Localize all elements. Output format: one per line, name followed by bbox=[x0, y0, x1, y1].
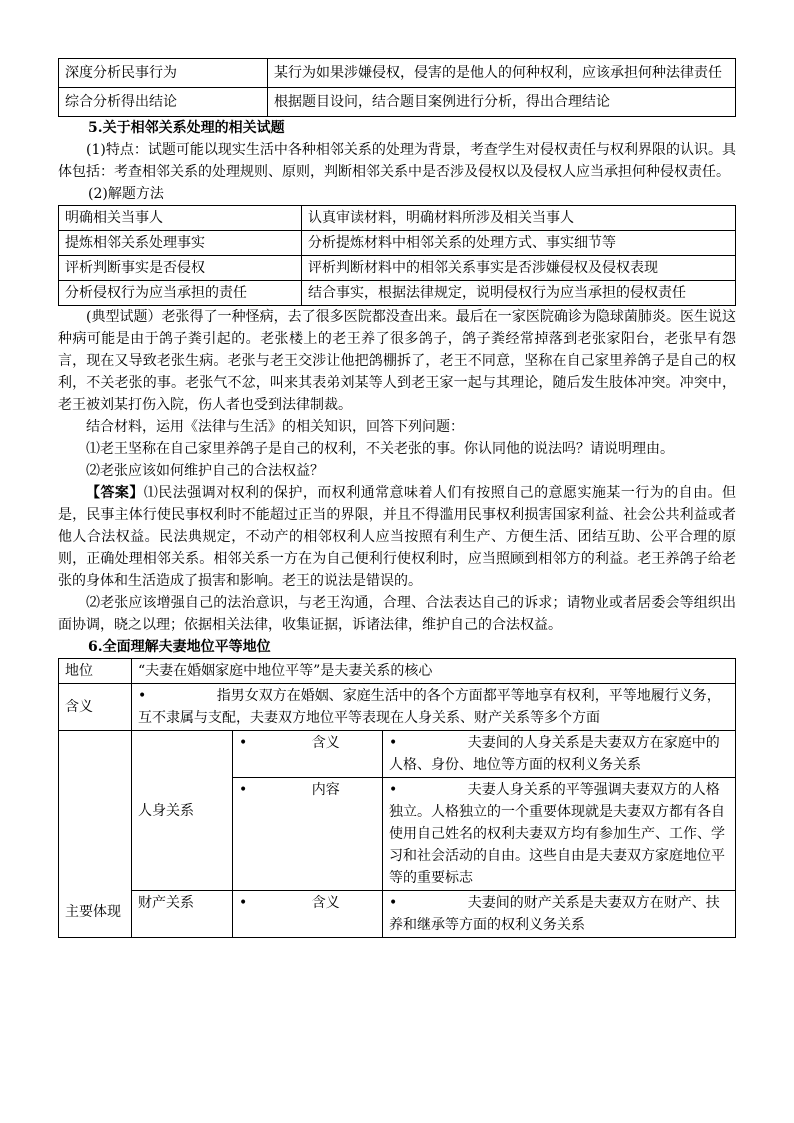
table-cell-label: 评析判断事实是否侵权 bbox=[59, 256, 302, 281]
personal-meaning: 夫妻间的人身关系是夫妻双方在家庭中的人格、身份、地位等方面的权利义务关系 bbox=[389, 735, 720, 773]
table-row bbox=[59, 256, 736, 281]
section-5-method-title: (2)解题方法 bbox=[88, 186, 164, 202]
table-cell-content: 某行为如果涉嫌侵权，侵害的是他人的何种权利，应该承担何种法律责任 bbox=[268, 59, 736, 88]
section-6-title: 6.全面理解夫妻地位平等地位 bbox=[88, 639, 271, 655]
personal-label: 人身关系 bbox=[132, 731, 233, 891]
status-label: 地位 bbox=[59, 659, 132, 684]
bullet-icon: • bbox=[138, 688, 147, 704]
personal-content-cell bbox=[383, 778, 736, 891]
table-cell-content: 认真审读材料，明确材料所涉及相关当事人 bbox=[302, 206, 736, 231]
answer-label: 【答案】 bbox=[86, 485, 144, 501]
table-cell-content: 分析提炼材料中相邻关系的处理方式、事实细节等 bbox=[302, 231, 736, 256]
property-label: 财产关系 bbox=[132, 891, 233, 938]
personal-content-label-cell bbox=[233, 778, 383, 891]
table-row bbox=[59, 731, 736, 778]
property-meaning-label: 含义 bbox=[311, 895, 340, 911]
answer-1 bbox=[58, 482, 736, 592]
table-row bbox=[59, 59, 736, 88]
marriage-table bbox=[58, 658, 736, 938]
table-cell-label: 分析侵权行为应当承担的责任 bbox=[59, 281, 302, 306]
case-instruction: 结合材料，运用《法律与生活》的相关知识，回答下列问题： bbox=[86, 419, 464, 435]
personal-meaning-label-cell bbox=[233, 731, 383, 778]
document-page bbox=[58, 58, 736, 938]
section-5-title: 5.关于相邻关系处理的相关试题 bbox=[88, 120, 285, 136]
table-cell-label: 明确相关当事人 bbox=[59, 206, 302, 231]
bullet-icon: • bbox=[389, 735, 398, 751]
table-row bbox=[59, 659, 736, 684]
table-row bbox=[59, 891, 736, 938]
table-cell-label: 提炼相邻关系处理事实 bbox=[59, 231, 302, 256]
table-cell-content: 结合事实，根据法律规定，说明侵权行为应当承担的侵权责任 bbox=[302, 281, 736, 306]
status-content: “夫妻在婚姻家庭中地位平等”是夫妻关系的核心 bbox=[132, 659, 736, 684]
table-row bbox=[59, 88, 736, 117]
table-cell-content: 评析判断材料中的相邻关系事实是否涉嫌侵权及侵权表现 bbox=[302, 256, 736, 281]
question-1: ⑴老王坚称在自己家里养鸽子是自己的权利，不关老张的事。你认同他的说法吗？请说明理由。 bbox=[86, 441, 674, 457]
bullet-icon: • bbox=[239, 735, 248, 751]
bullet-icon: • bbox=[389, 895, 398, 911]
property-meaning: 夫妻间的财产关系是夫妻双方在财产、扶养和继承等方面的权利义务关系 bbox=[389, 895, 720, 933]
table-cell-label: 深度分析民事行为 bbox=[59, 59, 268, 88]
table-row bbox=[59, 684, 736, 731]
table-row bbox=[59, 206, 736, 231]
answer-2: ⑵老张应该增强自己的法治意识，与老王沟通，合理、合法表达自己的诉求；请物业或者居委会等组织出面协调，晓之以理；依据相关法律，收集证据，诉诸法律，维护自己的合法权益。 bbox=[58, 595, 736, 633]
method-table bbox=[58, 205, 736, 306]
personal-content-label: 内容 bbox=[311, 782, 340, 798]
personal-meaning-cell bbox=[383, 731, 736, 778]
section-5-feature: (1)特点：试题可能以现实生活中各种相邻关系的处理为背景，考查学生对侵权责任与权利界限的认识。具体包括：考查相邻关系的处理规则、原则，判断相邻关系中是否涉及侵权以及侵权人应当承担何种侵权责任。 bbox=[58, 142, 736, 180]
question-2: ⑵老张应该如何维护自己的合法权益？ bbox=[86, 463, 324, 479]
bullet-icon: • bbox=[239, 782, 248, 798]
table-row bbox=[59, 281, 736, 306]
table-cell-label: 综合分析得出结论 bbox=[59, 88, 268, 117]
table-cell-content: 根据题目设问，结合题目案例进行分析，得出合理结论 bbox=[268, 88, 736, 117]
case-text: (典型试题）老张得了一种怪病，去了很多医院都没查出来。最后在一家医院确诊为隐球菌肺炎。医生说这种病可能是由于鸽子粪引起的。老张楼上的老王养了很多鸽子，鸽子粪经常掉落到老张家阳台，老张早有怨言，现在又导致老张生病。老张与老王交涉让他把鸽棚拆了，老王不同意，坚称在自己家里养鸽子是自己的权利，不关老张的事。老张气不忿，叫来其表弟刘某等人到老王家一起与其理论，随后发生肢体冲突。冲突中，老王被刘某打伤入院，伤人者也受到法律制裁。 bbox=[58, 309, 736, 413]
property-meaning-label-cell bbox=[233, 891, 383, 938]
meaning-cell bbox=[132, 684, 736, 731]
bullet-icon: • bbox=[239, 895, 248, 911]
table-row bbox=[59, 231, 736, 256]
meaning-label: 含义 bbox=[59, 684, 132, 731]
answer-1-text: ⑴民法强调对权利的保护，而权利通常意味着人们有按照自己的意愿实施某一行为的自由。但是，民事主体行使民事权利时不能超过正当的界限，并且不得滥用民事权利损害国家利益、社会公共利益或者他人合法权益。民法典规定，不动产的相邻权利人应当按照有利生产、方便生活、团结互助、公平合理的原则，正确处理相邻关系。相邻关系一方在为自己便利行使权利时，应当照顾到相邻方的利益。老王养鸽子给老张的身体和生活造成了损害和影响。老王的说法是错误的。 bbox=[58, 485, 737, 589]
main-label: 主要体现 bbox=[59, 731, 132, 938]
analysis-table bbox=[58, 58, 736, 117]
meaning-content: 指男女双方在婚姻、家庭生活中的各个方面都平等地享有权利，平等地履行义务，互不隶属与支配，夫妻双方地位平等表现在人身关系、财产关系等多个方面 bbox=[138, 688, 721, 726]
property-meaning-cell bbox=[383, 891, 736, 938]
personal-content: 夫妻人身关系的平等强调夫妻双方的人格独立。人格独立的一个重要体现就是夫妻双方都有各自使用自己姓名的权利夫妻双方均有参加生产、工作、学习和社会活动的自由。这些自由是夫妻双方家庭地位平等的重要标志 bbox=[389, 782, 725, 886]
personal-meaning-label: 含义 bbox=[311, 735, 340, 751]
bullet-icon: • bbox=[389, 782, 398, 798]
